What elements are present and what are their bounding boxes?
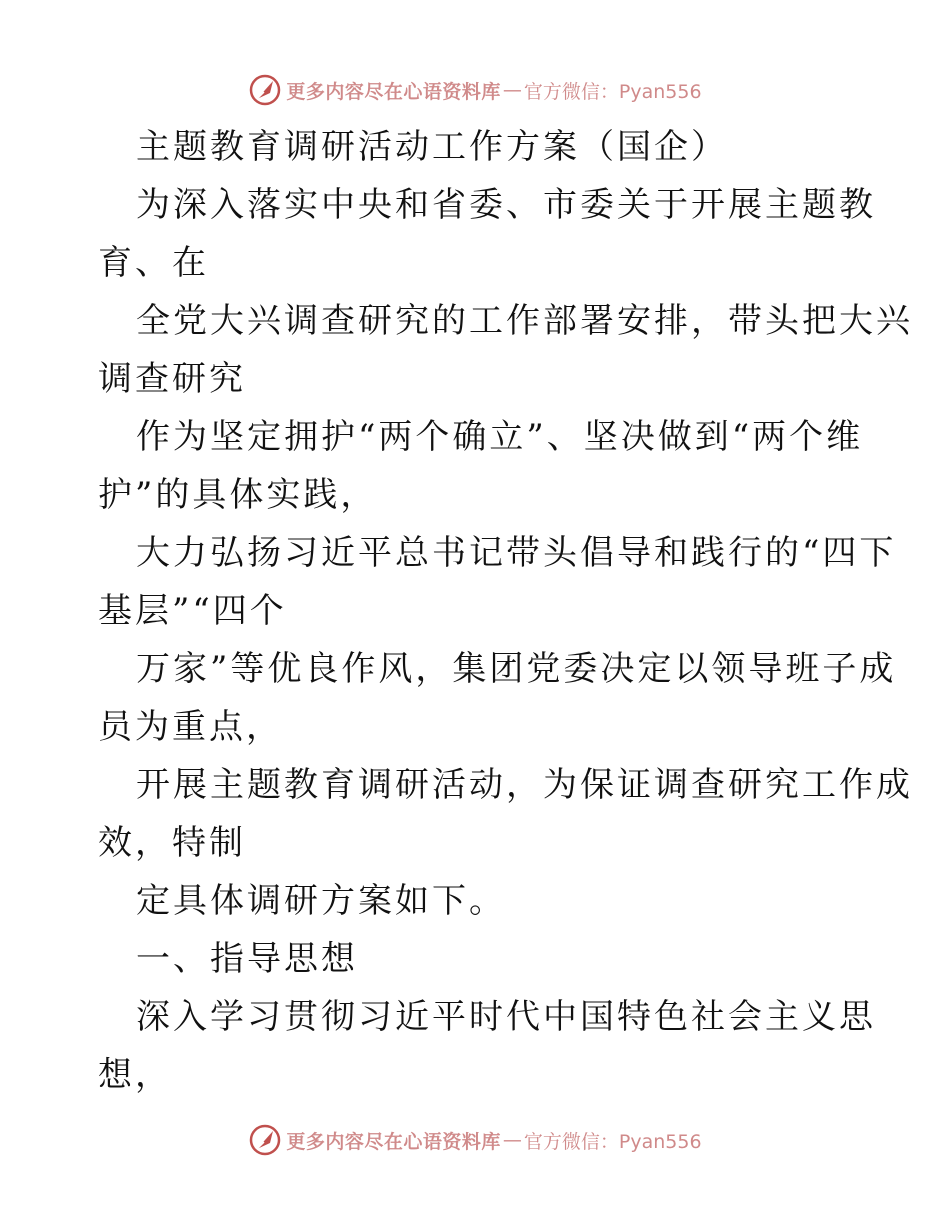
- document-body: [98, 118, 913, 1104]
- doc-line: 深入学习贯彻习近平时代中国特色社会主义思: [136, 997, 876, 1037]
- doc-line: 效，特制: [98, 823, 246, 863]
- watermark-contact: 官方微信：Pyan556: [523, 80, 702, 103]
- doc-line: 基层”“四个: [98, 591, 287, 631]
- doc-line: 万家”等优良作风，集团党委决定以领导班子成: [136, 649, 897, 689]
- doc-line: 作为坚定拥护“两个确立”、坚决做到“两个维: [136, 417, 864, 457]
- doc-title: 主题教育调研活动工作方案（国企）: [136, 127, 728, 167]
- watermark-separator: —: [502, 1129, 522, 1151]
- watermark-contact: 官方微信：Pyan556: [523, 1130, 702, 1153]
- doc-line: 全党大兴调查研究的工作部署安排，带头把大兴: [136, 301, 913, 341]
- doc-line: 护”的具体实践，: [98, 475, 378, 515]
- doc-line: 想，: [98, 1055, 172, 1095]
- doc-line: 定具体调研方案如下。: [136, 881, 506, 921]
- doc-line: 为深入落实中央和省委、市委关于开展主题教: [136, 185, 876, 225]
- section-heading: 一、指导思想: [136, 939, 358, 979]
- quill-logo-icon: [248, 73, 282, 107]
- watermark-brand: 更多内容尽在心语资料库: [286, 1130, 501, 1153]
- quill-logo-icon: [248, 1123, 282, 1157]
- doc-line: 调查研究: [98, 359, 246, 399]
- doc-line: 育、在: [98, 243, 209, 283]
- watermark-brand: 更多内容尽在心语资料库: [286, 80, 501, 103]
- doc-line: 员为重点，: [98, 707, 283, 747]
- doc-line: 大力弘扬习近平总书记带头倡导和践行的“四下: [136, 533, 897, 573]
- watermark-separator: —: [502, 79, 522, 101]
- footer-watermark: [0, 1120, 950, 1160]
- header-watermark: [0, 70, 950, 110]
- doc-line: 开展主题教育调研活动，为保证调查研究工作成: [136, 765, 913, 805]
